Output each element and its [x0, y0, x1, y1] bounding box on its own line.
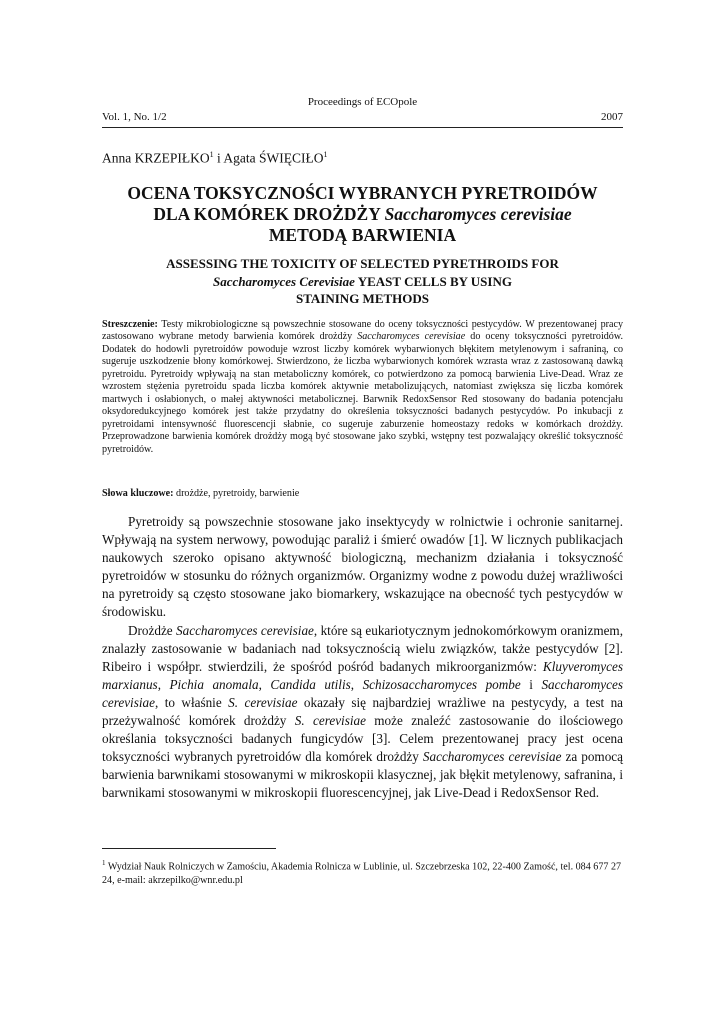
p2-text: , które są eukariotycznym jednokomórkowym oranizmem, znalazły zastosowanie w badaniach nad toksycznością wielu związków, także pestycydów [2]. Ribeiro i współpr. stwierdzili, że spośród pośród badanych mikroorganizmów: — [102, 622, 623, 674]
title-polish — [102, 183, 623, 246]
footnote-text: Wydział Nauk Rolniczych w Zamościu, Akademia Rolnicza w Lublinie, ul. Szczebrzeska 102, 22-400 Zamość, tel. 084 677 27 24, e-mail: akrzepilko@wnr.edu.pl — [102, 861, 622, 887]
p2-species: Candida utilis — [270, 676, 351, 692]
journal-name: Proceedings of ECOpole — [307, 96, 418, 108]
author-conjunction: i — [213, 150, 224, 166]
p2-text: Drożdże — [128, 622, 177, 638]
footnote-rule — [102, 848, 276, 849]
volume-info: Vol. 1, No. 1/2 — [102, 111, 167, 123]
p2-text: , — [350, 676, 363, 692]
abstract-text-1: Testy mikrobiologiczne są powszechnie stosowane do oceny toksyczności pestycydów. W prezentowanej pracy zastosowano wybrane metody barwienia komórek drożdży — [102, 319, 623, 343]
paragraph-1: Pyretroidy są powszechnie stosowane jako insektycydy w rolnictwie i ochronie sanitarnej. Wpływają na system nerwowy, powodując paraliż i śmierć owadów [1]. W licznych publikacjach naukowych szeroko opisano aktywność biologiczną, mechanizm działania i toksyczność pyretroidów w stosunku do różnych organizmów. Organizmy wodne z powodu dużej wrażliwości na pyretroidy są często stosowane jako biomarkery, wskazujące na obecność tych pestycydów w środowisku. — [102, 514, 623, 620]
body-text — [102, 513, 623, 803]
title-pl-line-2-text: DLA KOMÓREK DROŻDŻY — [153, 204, 385, 224]
author-2: Agata ŚWIĘCIŁO — [223, 150, 324, 166]
author-1-affiliation-mark: 1 — [209, 150, 214, 159]
p2-species: Saccharomyces cerevisiae — [176, 622, 314, 638]
p2-species: S. cerevisiae — [294, 713, 366, 729]
p2-species: Kluyveromyces marxianus — [102, 658, 623, 692]
keywords — [102, 488, 623, 499]
p2-text: , — [258, 676, 271, 692]
paragraph-2 — [102, 622, 623, 803]
title-pl-line-2 — [102, 204, 623, 225]
abstract — [102, 319, 623, 456]
p2-species: S. cerevisiae — [228, 694, 298, 710]
p2-text: może znaleźć zastosowanie do ilościowego określania toksyczności badanych fungicydów [3]. Celem prezentowanej pracy jest ocena toksyczności wybranych pyretroidów dla komórek drożdży — [102, 713, 623, 765]
p2-text: okazały się najbardziej wrażliwe na pestycydy, a test na przeżywalność komórek drożdży — [102, 694, 624, 729]
authors — [102, 150, 328, 167]
keywords-text: drożdże, pyretroidy, barwienie — [173, 488, 300, 499]
p2-species: Schizosaccharomyces pombe — [362, 676, 521, 692]
abstract-species: Saccharomyces cerevisiae — [357, 331, 466, 343]
title-english — [102, 255, 623, 308]
author-1: Anna KRZEPIŁKO — [102, 150, 210, 166]
p2-text: , — [157, 676, 170, 692]
p2-text: za pomocą barwienia barwnikami stosowanymi w mikroskopii klasycznej, jak błękit metylenowy, safranina, i barwnikami stosowanymi w mikroskopii fluorescencyjnej, jak Live-Dead i RedoxSensor Red. — [102, 749, 623, 801]
keywords-label: Słowa kluczowe: — [102, 488, 174, 499]
title-en-line-2-text: YEAST CELLS BY USING — [354, 273, 512, 289]
title-pl-species: Saccharomyces cerevisiae — [384, 204, 572, 224]
abstract-label: Streszczenie: — [102, 319, 158, 330]
footnote-mark: 1 — [102, 859, 106, 867]
title-en-species: Saccharomyces Cerevisiae — [213, 273, 355, 289]
title-en-line-2 — [102, 273, 623, 291]
p2-species: Saccharomyces cerevisiae — [422, 749, 562, 765]
footnote — [102, 856, 623, 888]
year: 2007 — [601, 111, 623, 123]
p2-text: i — [520, 676, 542, 692]
title-en-line-1: ASSESSING THE TOXICITY OF SELECTED PYRETHROIDS FOR — [166, 256, 559, 271]
title-pl-line-3: METODĄ BARWIENIA — [268, 225, 457, 245]
volume-row — [102, 111, 623, 123]
p2-species: Saccharomyces cerevisiae — [102, 676, 623, 710]
author-2-affiliation-mark: 1 — [323, 150, 328, 159]
title-en-line-3: STAINING METHODS — [295, 291, 430, 306]
header-rule — [102, 127, 623, 128]
p2-text: , to właśnie — [154, 694, 229, 710]
abstract-text-2: do oceny toksyczności pyretroidów. Dodatek do hodowli pyretroidów powoduje wzrost liczby komórek wybarwionych błękitem metylenowym i safraniną, co sugeruje uszkodzenie błony komórkowej. Stwierdzono, że liczba wybarwionych komórek wzrasta wraz z zastosowaną dawką pyretroidu. Pyretroidy wpływają na stan metaboliczny komórek, co potwierdzono za pomocą barwienia Live-Dead. Wraz ze wzrostem stężenia pyretroidu spada liczba komórek aktywnie metabolizujących, natomiast zwiększa się liczba komórek martwych i osłabionych, o małej aktywności metabolicznej. Barwnik RedoxSensor Red stosowany do badania potencjału oksydoredukcyjnego komórek jest także przydatny do określenia toksyczności badanych pestycydów. Po inkubacji z pyretroidami intensywność fluorescencji słabnie, co sugeruje zaburzenie homeostazy redoks w komórkach drożdży. Przeprowadzone barwienia komórek drożdży mogą być stosowane jako szybki, wstępny test pozwalający określić toksyczność pyretroidów. — [102, 331, 623, 455]
p2-species: Pichia anomala — [169, 676, 259, 692]
title-pl-line-1: OCENA TOKSYCZNOŚCI WYBRANYCH PYRETROIDÓW — [127, 183, 598, 203]
